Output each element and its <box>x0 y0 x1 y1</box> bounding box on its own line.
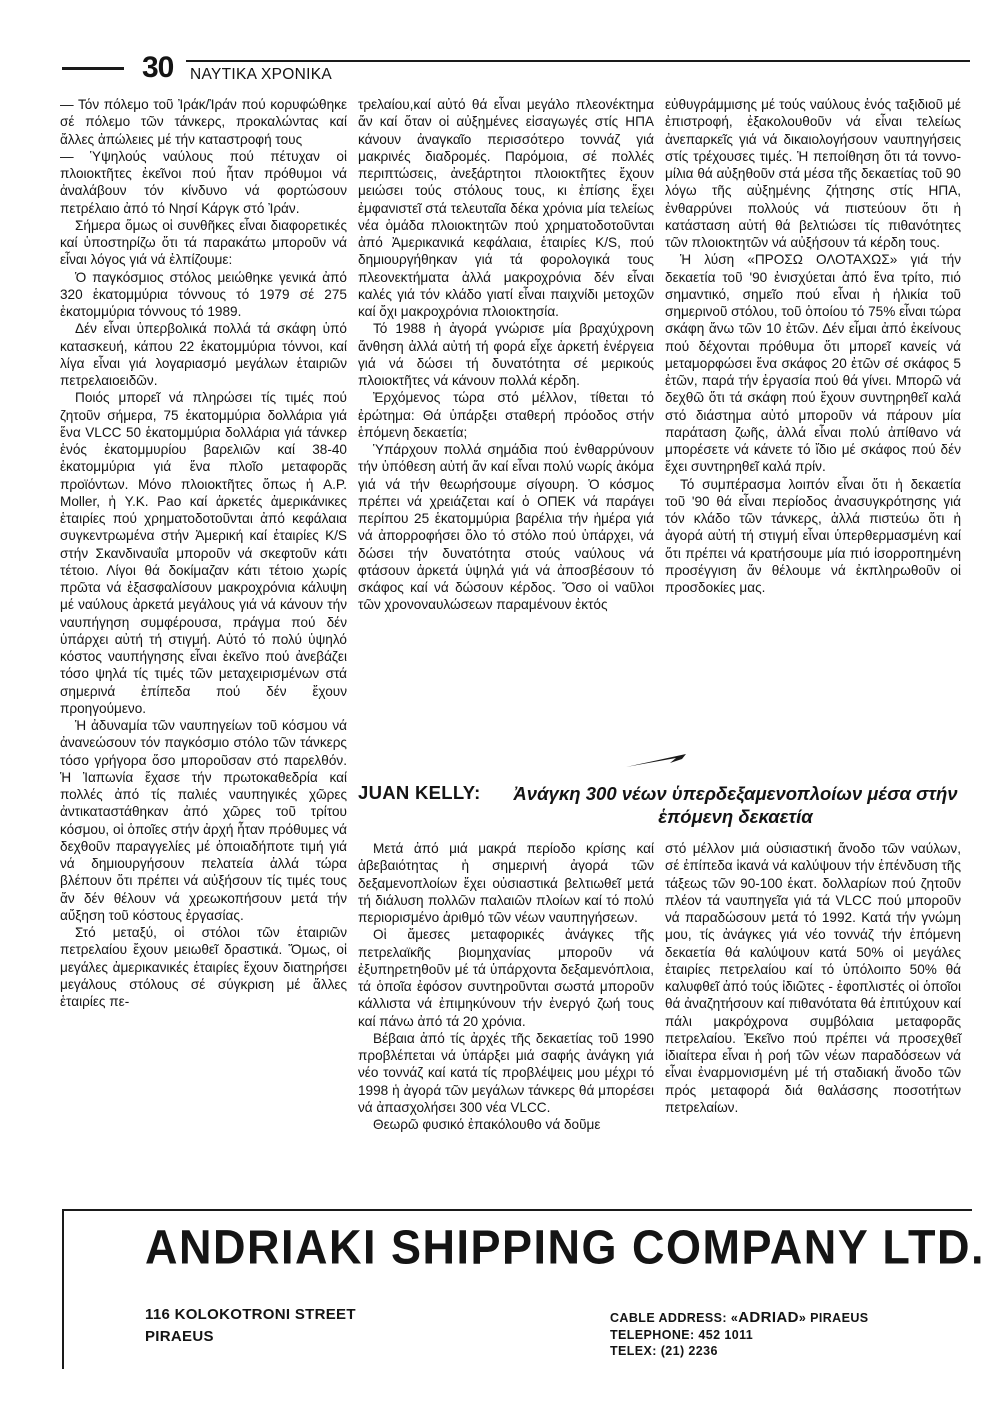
advert-top-rule <box>62 1209 972 1211</box>
paragraph: Τό 1988 ἡ ἀγορά γνώρισε μία βραχύχρονη ἄνθηση ἀλλά αὐτή τή φορά εἶχε ἀρκετή ἐνέργεια γιά νά δώσει τή δυνατότητα σέ μερικούς πλοιοκτῆτες νά κάνουν πολλά κέρδη. <box>358 321 654 388</box>
advert-street: 116 KOLOKOTRONI STREET <box>145 1306 356 1323</box>
article-title: Ἀνάγκη 300 νέων ὑπερδεξαμενοπλοίων μέσα στήν ἑπόμενη δεκαετία <box>513 783 958 827</box>
paragraph: Σήμερα ὅμως οἱ συνθῆκες εἶναι διαφορετικές καί ὑποστηρίζω ὅτι τά παρακάτω μποροῦν νά εἶναι λόγος γιά νά ἐλπίζουμε: <box>60 217 347 268</box>
paragraph: Θεωρῶ φυσικό ἐπακόλουθο νά δοῦμε <box>373 1117 601 1132</box>
advert-telex: TELEX: (21) 2236 <box>610 1344 718 1358</box>
paragraph: τρελαίου,καί αὐτό θά εἶναι μεγάλο πλεονέκτημα ἄν καί ὅταν οἱ αὐξημένες εἰσαγωγές στίς ΗΠΑ κάνουν ἀναγκαῖο περισσότερο τοννάζ γιά μακρινές διαδρομές. Παρόμοια, σέ πολλές περιπτώσεις, ἀνεξάρτητοι πλοιοκτῆτες ἔχουν μειώσει τούς στόλους τους, κι ἐπίσης ἔχει ἐμφανιστεῖ στά τελευταῖα δέκα χρόνια μία τελείως νέα ὁμάδα πλοιοκτητῶν πού χρηματοδοτοῦνται ἀπό Ἀμερικανικά κεφάλαια, ἑταιρίες K/S, πού δημιουργήθηκαν γιά τά φορολογικά τους πλεονεκτήματα ἀλλά μακροχρόνια δέν εἶναι καλές γιά τόν κλάδο γιατί εἶναι παιχνίδι μετοχῶν καί ὄχι μακροχρόνια πλοιοκτησία. <box>358 97 654 319</box>
paragraph: Στό μεταξύ, οἱ στόλοι τῶν ἑταιριῶν πετρελαίου ἔχουν μειωθεῖ δραστικά. Ὅμως, οἱ μεγάλες ἀμερικανικές ἑταιρίες ἔχουν διατηρήσει μεγάλους στόλους σέ σύγκριση μέ ἄλλες ἑταιρίες πε- <box>60 925 347 1009</box>
advert-contact <box>610 1310 869 1360</box>
lightning-bolt-icon <box>624 745 720 771</box>
advert-cable-suffix: » PIRAEUS <box>798 1311 869 1325</box>
paragraph: εὐθυγράμμισης μέ τούς ναύλους ἑνός ταξιδιοῦ μέ ἐπιστροφή, ἐξακολουθοῦν νά εἶναι τελείως ἀνεπαρκεῖς γιά νά δικαιολογήσουν ναυπηγήσεις στίς τρέχουσες τιμές. Ἡ πεποίθηση ὅτι τά τοννο-μίλια θά αὐξηθοῦν στά μέσα τῆς δεκαετίας τοῦ 90 λόγω τῆς αὐξημένης ζήτησης στίς ΗΠΑ, ἐνθαρρύνει πολλούς νά πιστεύουν ὅτι ἡ κατάσταση αὐτή θά βελτιώσει τίς πιθανότητες τῶν πλοιοκτητῶν νά αὐξήσουν τά κέρδη τους. <box>665 97 961 250</box>
header-dash <box>62 67 124 70</box>
page-header <box>62 52 970 88</box>
paragraph: Τό συμπέρασμα λοιπόν εἶναι ὅτι ἡ δεκαετία τοῦ '90 θά εἶναι περίοδος ἀνασυγκρότησης γιά τόν κλάδο τῶν τάνκερς, ἀλλά πιστεύω ὅτι ἡ ἀγορά αὐτή τή στιγμή εἶναι ὑπερθερμασμένη καί ὅτι πρέπει νά κρατήσουμε μία πιό ἰσορροπημένη προσέγγιση ἄν θέλουμε νά ἐκπληρωθοῦν οἱ προσδοκίες μας. <box>665 476 961 595</box>
article-header <box>358 782 970 832</box>
advert-company-name: ANDRIAKI SHIPPING COMPANY LTD. <box>145 1219 986 1275</box>
interview-column-2 <box>665 840 961 1116</box>
article-author: JUAN KELLY: <box>358 782 481 803</box>
advert-city: PIRAEUS <box>145 1328 214 1345</box>
paragraph: — Τόν πόλεμο τοῦ Ἰράκ/Ἰράν πού κορυφώθηκε σέ πόλεμο τῶν τάνκερς, προκαλώντας καί ἄλλες ἀπώλειες μέ τήν καταστροφή τους <box>60 97 347 147</box>
paragraph: Δέν εἶναι ὑπερβολικά πολλά τά σκάφη ὑπό κατασκευή, κάπου 22 ἑκατομμύρια τόννοι, καί λίγα εἶναι γιά λογαριασμό μεγάλων ἑταιριῶν πετρελαιοειδῶν. <box>60 321 347 388</box>
article-column-2 <box>358 96 654 614</box>
paragraph: Ἡ λύση «ΠΡΟΣΩ ΟΛΟΤΑΧΩΣ» γιά τήν δεκαετία τοῦ '90 ἐνισχύεται ἀπό ἕνα τρίτο, πιό σημαντικό, σημεῖο πού εἶναι ἡ ἡλικία τοῦ σημερινοῦ στόλου, τοῦ ὁποίου τό 75% εἶναι τώρα σκάφη ἄνω τῶν 10 ἐτῶν. Δέν εἶμαι ἀπό ἐκείνους πού δέχονται πρόθυμα ὅτι μπορεῖ κανείς νά μεταμορφώσει ἕνα σκάφος 20 ἐτῶν σέ σκάφος 5 ἐτῶν, παρά τήν ἐργασία πού θά γίνει. Μπορῶ νά δεχθῶ ὅτι τά σκάφη πού ἔχουν συντηρηθεῖ καλά στό διάστημα αὐτό μποροῦν νά πάρουν μία παράταση ζωῆς, ἀλλά εἶναι πολύ ἀπίθανο νά μπορέσετε νά κάνετε τό ἴδιο μέ σκάφος πού δέν ἔχει συντηρηθεῖ καλά πρίν. <box>665 252 962 475</box>
paragraph: στό μέλλον μιά οὐσιαστική ἄνοδο τῶν ναύλων, σέ ἐπίπεδα ἱκανά νά καλύψουν τήν ἐπένδυση τῆς τάξεως τῶν 90-100 ἑκατ. δολλαρίων πού ζητοῦν πλέον τά ναυπηγεῖα γιά τά VLCC πού μποροῦν νά παραδώσουν μετά τό 1992. Κατά τήν γνώμη μου, τίς ἀνάγκες γιά νέο τοννάζ τήν ἑπόμενη δεκαετία θά καλύψουν κατά 50% οἱ μεγάλες ἑταιρίες πετρελαίου καί τό ὑπόλοιπο 50% θά καλυφθεῖ ἀπό τούς ἰδιῶτες - ἐφοπλιστές οἱ ὁποῖοι θά ἀναζητήσουν καί πιθανότατα θά ἐπιτύχουν καί πάλι μακρόχρονα συμβόλαια μεταφορᾶς πετρελαίου. Ἐκεῖνο πού πρέπει νά προσεχθεῖ ἰδιαίτερα εἶναι ἡ ροή τῶν νέων παραδόσεων νά εἶναι ἐναρμονισμένη μέ τή σταδιακή ἄνοδο τῶν πρός μεταφορά διά θαλάσσης ποσοτήτων πετρελαίων. <box>665 841 961 1115</box>
paragraph: Ὁ παγκόσμιος στόλος μειώθηκε γενικά ἀπό 320 ἑκατομμύρια τόννους τό 1979 σέ 275 ἑκατομμύρια τόννους τό 1989. <box>60 269 347 319</box>
paragraph: — Ὑψηλούς ναύλους πού πέτυχαν οἱ πλοιοκτῆτες ἐκεῖνοι πού ἦταν πρόθυμοι νά ἀναλάβουν τόν κίνδυνο νά φορτώσουν πετρέλαιο ἀπό τό Νησί Κάργκ στό Ἰράν. <box>60 148 347 216</box>
advert-cable-address <box>610 1310 869 1327</box>
advert-telephone: TELEPHONE: 452 1011 <box>610 1327 754 1342</box>
paragraph: Μετά ἀπό μιά μακρά περίοδο κρίσης καί ἀβεβαιότητας ἡ σημερινή ἀγορά τῶν δεξαμενοπλοίων ἔχει οὐσιαστικά βελτιωθεῖ μετά τή διάλυση πολλῶν παλαιῶν πλοίων καί τό πολύ περιορισμένο ἀριθμό τῶν νέων ναυπηγήσεων. <box>358 841 654 925</box>
paragraph: Ποιός μπορεῖ νά πληρώσει τίς τιμές πού ζητοῦν σήμερα, 75 ἑκατομμύρια δολλάρια γιά ἕνα VLCC 50 ἑκατομμύρια δολλάρια γιά τάνκερ ἑνός ἑκατομμυρίου βαρελιῶν καί 38-40 ἑκατομμύρια γιά ἕνα πλοῖο μεταφορᾶς προϊόντων. Μόνο πλοιοκτῆτες ὅπως ἡ A.P. Moller, ἡ Y.K. Pao καί ἀρκετές ἀμερικάνικες ἑταιρίες πού χρηματοδοτοῦνται ἀπό κεφάλαια συγκεντρωμένα στήν Ἀμερική καί ἑταιρίες K/S στήν Σκανδιναυΐα μποροῦν νά σκεφτοῦν κάτι τέτοιο. Λίγοι θά δοκίμαζαν κάτι τέτοιο χωρίς πρῶτα νά ἐξασφαλίσουν μακροχρόνια κάλυψη μέ ναύλους ἀρκετά μεγάλους γιά νά κάνουν τήν ναυπήγηση συμφέρουσα, πράγμα πού δέν ὑπάρχει αὐτή τή στιγμή. Αὐτό τό πολύ ὑψηλό κόστος ναυπήγησης εἶναι ἐκεῖνο πού ἀνεβάζει τόσο ψηλά τίς τιμές τῶν μεταχειρισμένων στά σημερινά ἐπίπεδα πού δέν ἔχουν προηγούμενο. <box>60 390 347 716</box>
paragraph: Οἱ ἄμεσες μεταφορικές ἀνάγκες τῆς πετρελαϊκῆς βιομηχανίας μποροῦν νά ἐξυπηρετηθοῦν μέ τά ὑπάρχοντα δεξαμενόπλοια, τά ὁποῖα ἐφόσον συντηροῦνται σωστά μποροῦν κάλλιστα νά ἐπιμηκύνουν τήν ἐνεργό ζωή τους καί πάνω ἀπό τά 20 χρόνια. <box>358 927 654 1029</box>
paragraph: Ἐρχόμενος τώρα στό μέλλον, τίθεται τό ἐρώτημα: Θά ὑπάρξει σταθερή πρόοδος στήν ἑπόμενη δεκαετία; <box>358 390 654 440</box>
article-column-1 <box>60 96 347 1010</box>
advert-cable-name: ADRIAD <box>738 1309 799 1326</box>
page-number: 30 <box>142 51 174 84</box>
interview-column-1 <box>358 840 654 1133</box>
paragraph: Ἡ ἀδυναμία τῶν ναυπηγείων τοῦ κόσμου νά ἀνανεώσουν τόν παγκόσμιο στόλο τῶν τάνκερς τόσο γρήγορα ὅσο μποροῦσαν στό παρελθόν. Ἡ Ἰαπωνία ἔχασε τήν πρωτοκαθεδρία καί πολλές ἀπό τίς παλιές ναυπηγικές χῶρες ἀντικαταστάθηκαν ἀπό χῶρες τοῦ τρίτου κόσμου, οἱ ὁποῖες στήν ἀρχή ἦταν πρόθυμες νά δεχθοῦν παραγγελίες μέ ὁποιαδήποτε τιμή γιά νά δημιουργήσουν πελατεία ἀλλά τώρα βλέπουν ὅτι πρέπει νά αὐξήσουν τίς τιμές τους ἄν δέν θέλουν νά χρεωκοπήσουν μετά τήν αὔξηση τοῦ κόστους ἐργασίας. <box>60 718 347 923</box>
article-column-3 <box>665 96 961 596</box>
advert-cable-prefix: CABLE ADDRESS: « <box>610 1311 739 1325</box>
paragraph: Βέβαια ἀπό τίς ἀρχές τῆς δεκαετίας τοῦ 1990 προβλέπεται νά ὑπάρξει μιά σαφής ἀνάγκη γιά νέο τοννάζ καί κατά τίς προβλέψεις μου μέχρι τό 1998 ἡ ἀγορά τῶν μεγάλων τάνκερς θά μπορέσει νά ἀπασχολήσει 300 νέα VLCC. <box>358 1030 654 1115</box>
header-rule <box>186 60 970 62</box>
paragraph: Ὑπάρχουν πολλά σημάδια πού ἐνθαρρύνουν τήν ὑπόθεση αὐτή ἄν καί εἶναι πολύ νωρίς ἀκόμα γιά νά τήν θεωρήσουμε σίγουρη. Ὁ κόσμος πρέπει νά χρειάζεται καί ὁ ΟΠΕΚ νά παράγει περίπου 25 ἑκατομμύρια βαρέλια τήν ἡμέρα γιά νά ἀπορροφήσει ὅλο τό στόλο πού ὑπάρχει, νά δώσει τήν δυνατότητα στούς ναύλους νά φτάσουν ἀρκετά ὑψηλά γιά νά ἀποσβέσουν τό σκάφος καί νά δώσουν κέρδος. Ὅσο οἱ ναῦλοι τῶν χρονοναυλώσεων παραμένουν ἐκτός <box>358 442 654 613</box>
publication-name: ΝΑΥΤΙΚΑ ΧΡΟΝΙΚΑ <box>190 66 333 83</box>
advert-address <box>145 1304 356 1348</box>
advert-left-rule <box>62 1209 64 1369</box>
